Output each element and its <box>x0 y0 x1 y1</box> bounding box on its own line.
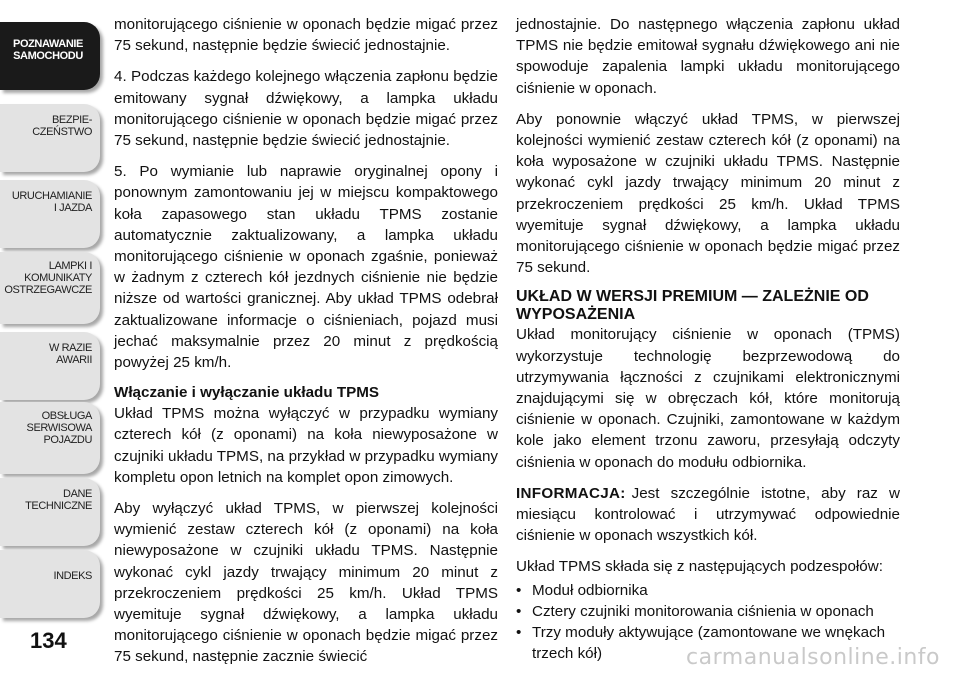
paragraph: monitorującego ciśnienie w oponach będzie migać przez 75 sekund, następnie będzie świecić jednostajnie. <box>114 16 498 55</box>
list-item: • Moduł odbiornika <box>516 580 900 601</box>
tab-label-line: OBSŁUGA <box>41 410 92 422</box>
watermark: carmanualsonline.info <box>686 645 940 670</box>
paragraph: 4. Podczas każdego kolejnego włączenia zapłonu będzie emitowany sygnał dźwiękowy, a lampka układu monitorującego ciśnienie w oponach będzie migać przez 75 sekund, następnie będzie świecić jednostajnie. <box>114 68 498 150</box>
info-text: Jest szczególnie istotne, aby raz w miesiącu kontrolować i utrzymywać odpowiednie ciśnienie w oponach wszystkich kół. <box>516 484 900 545</box>
tab-label-line: CZEŃSTWO <box>32 126 92 138</box>
right-column <box>516 14 900 664</box>
info-label: INFORMACJA: <box>516 484 626 502</box>
tab-label-line: KOMUNIKATY <box>24 272 92 284</box>
chapter-sidebar <box>0 0 108 678</box>
tab-label-line: LAMPKI I <box>48 260 92 272</box>
tab-dane-techniczne[interactable] <box>0 478 100 546</box>
tab-label-line: URUCHAMIANIE <box>11 190 92 202</box>
paragraph: jednostajnie. Do następnego włączenia zapłonu układ TPMS nie będzie emitował sygnału dźwiękowego ani nie spowoduje zapalenia lampki układu monitorującego ciśnienie w oponach. <box>516 16 900 97</box>
tab-label-line: TECHNICZNE <box>25 500 92 512</box>
paragraph: Układ TPMS składa się z następujących podzespołów: <box>516 558 883 576</box>
tab-label-line: BEZPIE- <box>52 114 92 126</box>
tab-label-line: SERWISOWA <box>26 422 92 434</box>
tab-label-line: W RAZIE <box>48 342 92 354</box>
page-number: 134 <box>30 628 67 653</box>
tab-uruchamianie-i-jazda[interactable] <box>0 180 100 248</box>
tab-indeks[interactable] <box>0 550 100 618</box>
tab-w-razie-awarii[interactable] <box>0 332 100 400</box>
paragraph: Układ monitorujący ciśnienie w oponach (TPMS) wykorzystuje technologię bezprzewodową do utrzymywania łączności z czujnikami elektronicznymi znajdującymi się w obręczach kół, które monitorują ciśnienie w oponach. Czujniki, zamontowane w każdym kole jako element trzonu zaworu, przesyłają odczyty ciśnienia w oponach do modułu odbiornika. <box>516 326 900 471</box>
tab-label-line: POJAZDU <box>43 434 92 446</box>
tab-label-line: INDEKS <box>53 570 92 582</box>
left-column <box>114 14 498 678</box>
tab-bezpieczenstwo[interactable] <box>0 104 100 172</box>
paragraph: Aby ponownie włączyć układ TPMS, w pierwszej kolejności wymienić zestaw czterech kół (z oponami) na koła wyposażone w czujniki układu TPMS. Następnie wykonać cykl jazdy trwający minimum 20 minut z przekroczeniem prędkości 25 km/h. Układ TPMS wyemituje sygnał dźwiękowy, a lampka układu monitorującego ciśnienie w oponach będzie migać przez 75 sekund. <box>516 110 900 277</box>
tab-label-line: DANE <box>63 488 92 500</box>
tab-label-line: AWARII <box>56 354 92 366</box>
section-heading: UKŁAD W WERSJI PREMIUM — ZALEŻNIE OD WYPOSAŻENIA <box>516 288 869 324</box>
tab-label-line: SAMOCHODU <box>13 50 83 62</box>
info-note <box>516 483 900 547</box>
tab-label-line: I JAZDA <box>53 202 92 214</box>
paragraph: 5. Po wymianie lub naprawie oryginalnej opony i ponownym zamontowaniu jej w miejscu kompaktowego koła zapasowego stan układu TPMS zostanie automatycznie zaktualizowany, a lampka układu monitorującego ciśnienie w oponach zgaśnie, ponieważ w żadnym z czterech kół jezdnych ciśnienie nie będzie niższe od wartości granicznej. Aby układ TPMS odebrał zaktualizowane informacje o ciśnieniach, pojazd musi jechać maksymalnie przez 20 minut z prędkością powyżej 25 km/h. <box>114 163 498 372</box>
paragraph: Aby wyłączyć układ TPMS, w pierwszej kolejności wymienić zestaw czterech kół (z oponami) na koła niewyposażone w czujniki układu TPMS. Następnie wykonać cykl jazdy trwający minimum 20 minut z przekroczeniem prędkości 25 km/h. Układ TPMS wyemituje sygnał dźwiękowy, a lampka układu monitorującego ciśnienie w oponach będzie migać przez 75 sekund, następnie zacznie świecić <box>114 500 498 666</box>
tab-poznawanie-samochodu[interactable] <box>0 22 100 90</box>
section-heading: Włączanie i wyłączanie układu TPMS <box>114 384 380 402</box>
tab-lampki-i-komunikaty[interactable] <box>0 252 100 324</box>
paragraph: Układ TPMS można wyłączyć w przypadku wymiany czterech kół (z oponami) na koła niewyposażone w czujniki układu TPMS, na przykład w przypadku wymiany kompletu opon letnich na komplet opon zimowych. <box>114 405 498 486</box>
tab-obsluga-serwisowa[interactable] <box>0 402 100 474</box>
list-item: • Trzy moduły aktywujące (zamontowane we wnękach trzech kół) <box>516 622 900 664</box>
tab-label-line: POZNAWANIE <box>13 38 83 50</box>
tab-label-line: OSTRZEGAWCZE <box>4 284 92 296</box>
list-item: • Cztery czujniki monitorowania ciśnienia w oponach <box>516 601 900 622</box>
